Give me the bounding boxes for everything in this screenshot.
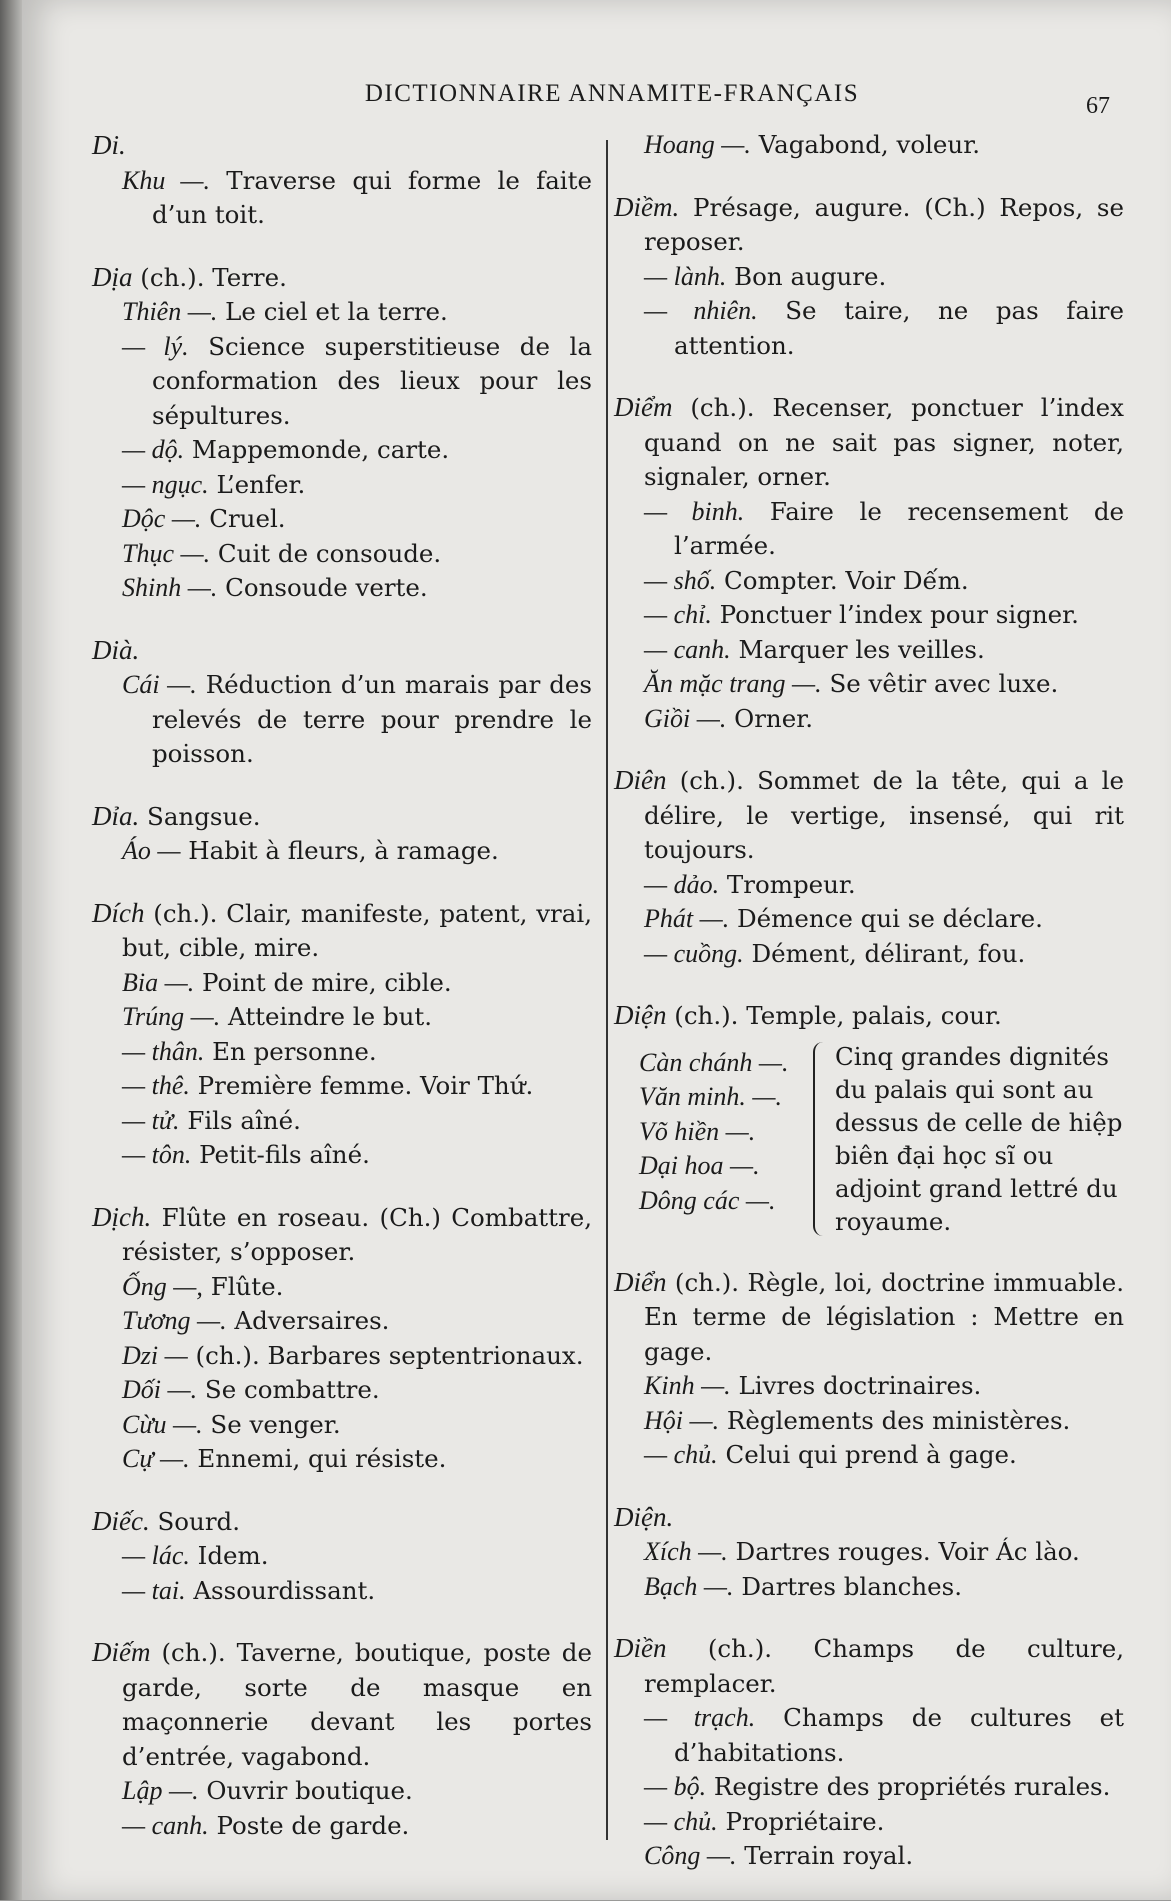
sub-entry	[92, 1774, 592, 1809]
sub-entry-definition: Adversaires.	[226, 1306, 390, 1335]
sub-entry-term: Cái —.	[122, 670, 197, 699]
group-term: Văn minh. —.	[639, 1082, 782, 1111]
sub-entry-definition: Petit-fils aîné.	[191, 1140, 370, 1169]
sub-entry-definition: L’enfer.	[208, 469, 306, 499]
sub-entry-term: — tôn.	[122, 1140, 192, 1169]
sub-entry-term: Dzi —	[122, 1340, 188, 1370]
sub-entry-definition: Compter. Voir Dếm.	[716, 565, 969, 595]
sub-entry-term: — bộ.	[644, 1772, 707, 1801]
sub-entry-definition: Registre des propriétés rurales.	[706, 1772, 1111, 1801]
sub-entry	[614, 633, 1124, 668]
headword: Diện.	[614, 1501, 674, 1532]
sub-entry	[614, 598, 1124, 633]
sub-entry-definition: Ponctuer l’index pour signer.	[711, 600, 1079, 629]
sub-entry	[614, 1805, 1124, 1840]
headword: Diếm	[92, 1637, 151, 1667]
headword: Diếc.	[92, 1505, 150, 1536]
headword: Dịch.	[92, 1201, 152, 1232]
group-term: Dông các —.	[639, 1185, 776, 1215]
sub-entry-definition: Poste de garde.	[208, 1810, 410, 1840]
headword-definition: Présage, augure. (Ch.) Repos, se reposer.	[644, 192, 1124, 256]
entry-headline	[92, 1200, 592, 1270]
sub-entry-term: Dối —.	[122, 1375, 198, 1404]
sub-entry-term: Cừu —.	[122, 1409, 203, 1439]
sub-entry-definition: Se combattre.	[197, 1375, 380, 1404]
sub-entry-definition: Fils aîné.	[179, 1105, 301, 1135]
sub-entry-term: — cuồng.	[644, 938, 744, 968]
sub-entry	[92, 1539, 592, 1574]
sub-entry	[614, 294, 1124, 363]
sub-entry-definition: Traverse qui forme le faite d’un toit.	[152, 165, 592, 229]
sub-entry	[92, 1373, 592, 1408]
headword: Dià.	[92, 634, 140, 665]
sub-entry-definition: Ouvrir boutique.	[198, 1776, 413, 1805]
sub-entry-term: Ăn mặc trang —.	[644, 669, 822, 698]
sub-entry	[92, 1138, 592, 1173]
sub-entry-term: Thiên —.	[122, 297, 218, 326]
headword: Diển	[614, 1266, 667, 1297]
sub-entry-term: — thê.	[122, 1071, 190, 1100]
sub-entry	[92, 1809, 592, 1844]
group-description: Cinq grandes dignités du palais qui sont au dessus de celle de hiệp biên đại học sĩ ou adjoint grand lettré du royaume.	[835, 1041, 1123, 1236]
sub-entry-term: Tương —.	[122, 1306, 227, 1335]
sub-entry-term: — tai.	[122, 1575, 186, 1605]
dictionary-entry	[614, 998, 1124, 1238]
sub-entry	[92, 1270, 592, 1305]
sub-entry-definition: Flûte.	[202, 1271, 284, 1301]
sub-entry	[92, 330, 592, 434]
headword: Diện	[614, 1000, 667, 1030]
sub-entry-term: — binh.	[644, 496, 745, 526]
sub-entry-definition: Règlements des ministères.	[719, 1405, 1071, 1435]
sub-entry-definition: Mappemonde, carte.	[184, 435, 450, 464]
sub-entry-definition: Atteindre le but.	[220, 1002, 433, 1031]
sub-entry-term: — trạch.	[644, 1703, 756, 1732]
sub-entry-term: — shố.	[644, 565, 717, 595]
sub-entry	[92, 502, 592, 537]
entry-headline	[614, 1265, 1124, 1370]
entry-headline	[614, 998, 1124, 1034]
sub-entry-term: Dộc —.	[122, 504, 202, 533]
page-number: 67	[1086, 93, 1110, 119]
headword: Di.	[92, 130, 126, 160]
sub-entry-term: Thục —.	[122, 538, 211, 568]
sub-entry-definition: Se vêtir avec luxe.	[821, 669, 1059, 698]
dictionary-entry	[614, 1500, 1124, 1605]
entry-headline	[92, 896, 592, 966]
sub-entry-definition: Cuit de consoude.	[210, 538, 442, 568]
column-divider	[606, 140, 608, 1840]
sub-entry-term: Giồi —.	[644, 703, 727, 733]
sub-entry	[92, 1304, 592, 1339]
sub-entry	[92, 1000, 592, 1035]
dictionary-page	[22, 0, 1171, 1900]
group-term: Càn chánh —.	[639, 1047, 789, 1077]
sub-entry	[92, 164, 592, 233]
headword-definition: (ch.). Clair, manifeste, patent, vrai, but, cible, mire.	[122, 898, 592, 962]
sub-entry	[92, 668, 592, 772]
entry-headline	[614, 763, 1124, 868]
headword-definition: Sourd.	[149, 1506, 241, 1536]
dictionary-entry	[92, 799, 592, 869]
sub-entry-term: Hoang —.	[644, 130, 751, 159]
sub-entry-definition: Habit à fleurs, à ramage.	[180, 836, 499, 865]
sub-entry-term: — dộ.	[122, 435, 185, 464]
sub-entry	[92, 295, 592, 330]
headword-definition: Sangsue.	[139, 801, 261, 831]
sub-entry	[614, 1839, 1124, 1874]
sub-entry-definition: Dément, délirant, fou.	[743, 938, 1026, 968]
sub-entry	[92, 966, 592, 1001]
sub-entry-term: Khu —.	[122, 165, 210, 195]
dictionary-entry	[614, 128, 1124, 163]
dictionary-entry	[92, 1635, 592, 1843]
group-brace	[813, 1042, 827, 1236]
sub-entry	[614, 1701, 1124, 1770]
sub-entry-definition: Réduction d’un marais par des relevés de terre pour prendre le poisson.	[152, 670, 592, 768]
sub-entry-definition: Dartres rouges. Voir Ác lào.	[727, 1537, 1080, 1566]
sub-entry	[92, 1069, 592, 1104]
sub-entry-definition: En personne.	[204, 1036, 377, 1066]
headword-definition: (ch.). Recenser, ponctuer l’index quand on ne sait pas signer, noter, signaler, orner.	[644, 393, 1124, 491]
group-terms	[639, 1040, 809, 1238]
sub-entry-term: — lý.	[122, 331, 189, 361]
sub-entry-term: Cự —.	[122, 1444, 190, 1473]
sub-entry-term: Áo —	[122, 836, 181, 865]
sub-entry	[614, 260, 1124, 295]
sub-entry-term: Phát —.	[644, 904, 730, 933]
sub-entry-term: Xích —.	[644, 1537, 728, 1566]
headword-definition: (ch.). Règle, loi, doctrine immuable. En terme de législation : Mettre en gage.	[644, 1267, 1124, 1366]
grouped-sub-entries	[639, 1040, 1124, 1238]
headword-definition: (ch.). Terre.	[132, 262, 287, 292]
dictionary-entry	[614, 763, 1124, 971]
headword: Dích	[92, 897, 145, 928]
headword-definition: Flûte en roseau. (Ch.) Combattre, résister, s’opposer.	[122, 1202, 592, 1266]
headword: Diền	[614, 1633, 667, 1663]
entry-headline	[92, 633, 592, 669]
sub-entry	[614, 667, 1124, 702]
sub-entry-term: — thân.	[122, 1036, 205, 1066]
sub-entry-term: Bạch —.	[644, 1571, 734, 1601]
sub-entry-term: Bia —.	[122, 967, 195, 997]
sub-entry	[92, 1442, 592, 1477]
sub-entry-definition: Livres doctrinaires.	[730, 1371, 982, 1400]
headword: Dịa	[92, 261, 133, 292]
sub-entry-term: — chủ.	[644, 1806, 718, 1836]
sub-entry	[614, 1570, 1124, 1605]
sub-entry-term: Hội —.	[644, 1405, 720, 1435]
sub-entry-definition: Bon augure.	[726, 261, 887, 291]
entry-headline	[92, 1504, 592, 1540]
sub-entry	[614, 495, 1124, 564]
book-binding-edge	[0, 0, 22, 1900]
sub-entry-definition: Le ciel et la terre.	[217, 297, 448, 326]
left-column	[92, 128, 592, 1870]
sub-entry	[92, 433, 592, 468]
sub-entry	[614, 1404, 1124, 1439]
sub-entry-term: Shinh —.	[122, 573, 218, 602]
headword-definition: (ch.). Taverne, boutique, poste de garde, sorte de masque en maçonnerie devant les portes d’entrée, vagabond.	[122, 1638, 592, 1771]
headword-definition: (ch.). Temple, palais, cour.	[666, 1001, 1002, 1030]
headword: Diềm.	[614, 191, 680, 222]
sub-entry-definition: Faire le recensement de l’armée.	[674, 496, 1125, 560]
sub-entry	[92, 1104, 592, 1139]
entry-headline	[614, 390, 1124, 495]
entry-headline	[614, 1500, 1124, 1536]
sub-entry-definition: Trompeur.	[719, 869, 856, 899]
dictionary-entry	[92, 633, 592, 772]
sub-entry-definition: Science superstitieuse de la conformation des lieux pour les sépultures.	[152, 331, 592, 430]
dictionary-entry	[92, 896, 592, 1173]
sub-entry-definition: Orner.	[726, 703, 814, 733]
sub-entry-definition: (ch.). Barbares septentrionaux.	[187, 1340, 584, 1370]
sub-entry-term: — dảo.	[644, 869, 720, 899]
headword-definition: (ch.). Sommet de la tête, qui a le délire, le vertige, insensé, qui rit toujours.	[644, 766, 1124, 864]
sub-entry-definition: Champs de cultures et d’habitations.	[674, 1703, 1125, 1767]
sub-entry-term: — canh.	[122, 1810, 209, 1840]
sub-entry	[92, 1035, 592, 1070]
sub-entry-definition: Première femme. Voir Thứ.	[189, 1071, 534, 1100]
sub-entry-definition: Ennemi, qui résiste.	[189, 1444, 447, 1473]
sub-entry	[92, 571, 592, 606]
sub-entry-definition: Se taire, ne pas faire attention.	[674, 296, 1124, 360]
sub-entry-term: — nhiên.	[644, 296, 758, 325]
dictionary-entry	[92, 128, 592, 233]
sub-entry-definition: Cruel.	[201, 504, 286, 533]
sub-entry-definition: Assourdissant.	[185, 1575, 376, 1605]
sub-entry-definition: Vagabond, voleur.	[750, 130, 981, 159]
sub-entry-definition: Celui qui prend à gage.	[717, 1440, 1017, 1469]
dictionary-entry	[92, 260, 592, 606]
right-column	[614, 128, 1124, 1901]
sub-entry	[614, 1369, 1124, 1404]
dictionary-entry	[614, 190, 1124, 364]
sub-entry-term: Ống —,	[122, 1271, 203, 1301]
sub-entry	[92, 468, 592, 503]
entry-headline	[92, 799, 592, 835]
dictionary-entry	[92, 1504, 592, 1609]
sub-entry-term: — canh.	[644, 634, 731, 664]
sub-entry-term: Trúng —.	[122, 1002, 221, 1031]
dictionary-entry	[614, 1631, 1124, 1874]
sub-entry	[614, 128, 1124, 163]
sub-entry-term: — ngục.	[122, 469, 209, 499]
dictionary-entry	[92, 1200, 592, 1477]
entry-headline	[92, 1635, 592, 1774]
entry-headline	[614, 190, 1124, 260]
sub-entry-term: — lành.	[644, 261, 727, 291]
headword: Diểm	[614, 392, 673, 422]
sub-entry-definition: Point de mire, cible.	[194, 967, 452, 997]
sub-entry-definition: Dartres blanches.	[733, 1571, 962, 1601]
sub-entry-definition: Démence qui se déclare.	[729, 904, 1043, 933]
sub-entry	[614, 902, 1124, 937]
sub-entry	[614, 868, 1124, 903]
dictionary-entry	[614, 390, 1124, 736]
sub-entry-definition: Propriétaire.	[717, 1806, 885, 1836]
group-term: Dại hoa —.	[639, 1151, 760, 1180]
sub-entry	[614, 937, 1124, 972]
sub-entry	[614, 1438, 1124, 1473]
sub-entry-term: Lập —.	[122, 1776, 199, 1805]
group-term: Võ hiền —.	[639, 1116, 756, 1146]
headword: Dỉa.	[92, 800, 140, 831]
sub-entry	[614, 1535, 1124, 1570]
sub-entry-term: — lác.	[122, 1541, 190, 1570]
sub-entry-term: — tử.	[122, 1105, 180, 1135]
sub-entry	[92, 834, 592, 869]
headword: Diên	[614, 765, 667, 795]
page-header-title: DICTIONNAIRE ANNAMITE-FRANÇAIS	[364, 80, 860, 107]
sub-entry	[92, 1408, 592, 1443]
sub-entry-definition: Terrain royal.	[736, 1841, 914, 1870]
entry-headline	[92, 260, 592, 296]
sub-entry-definition: Marquer les veilles.	[730, 634, 985, 664]
sub-entry	[92, 1574, 592, 1609]
entry-headline	[614, 1631, 1124, 1701]
sub-entry-term: — chỉ.	[644, 600, 712, 629]
sub-entry-term: — chủ.	[644, 1440, 718, 1469]
sub-entry-term: Công —.	[644, 1841, 737, 1870]
sub-entry	[614, 564, 1124, 599]
sub-entry	[614, 1770, 1124, 1805]
sub-entry-definition: Consoude verte.	[217, 573, 428, 602]
sub-entry	[92, 1339, 592, 1374]
sub-entry-definition: Se venger.	[202, 1409, 341, 1439]
entry-headline	[92, 128, 592, 164]
sub-entry-term: Kinh —.	[644, 1371, 731, 1400]
sub-entry	[92, 537, 592, 572]
sub-entry-definition: Idem.	[189, 1541, 269, 1570]
sub-entry	[614, 702, 1124, 737]
dictionary-entry	[614, 1265, 1124, 1473]
headword-definition: (ch.). Champs de culture, remplacer.	[644, 1634, 1124, 1698]
